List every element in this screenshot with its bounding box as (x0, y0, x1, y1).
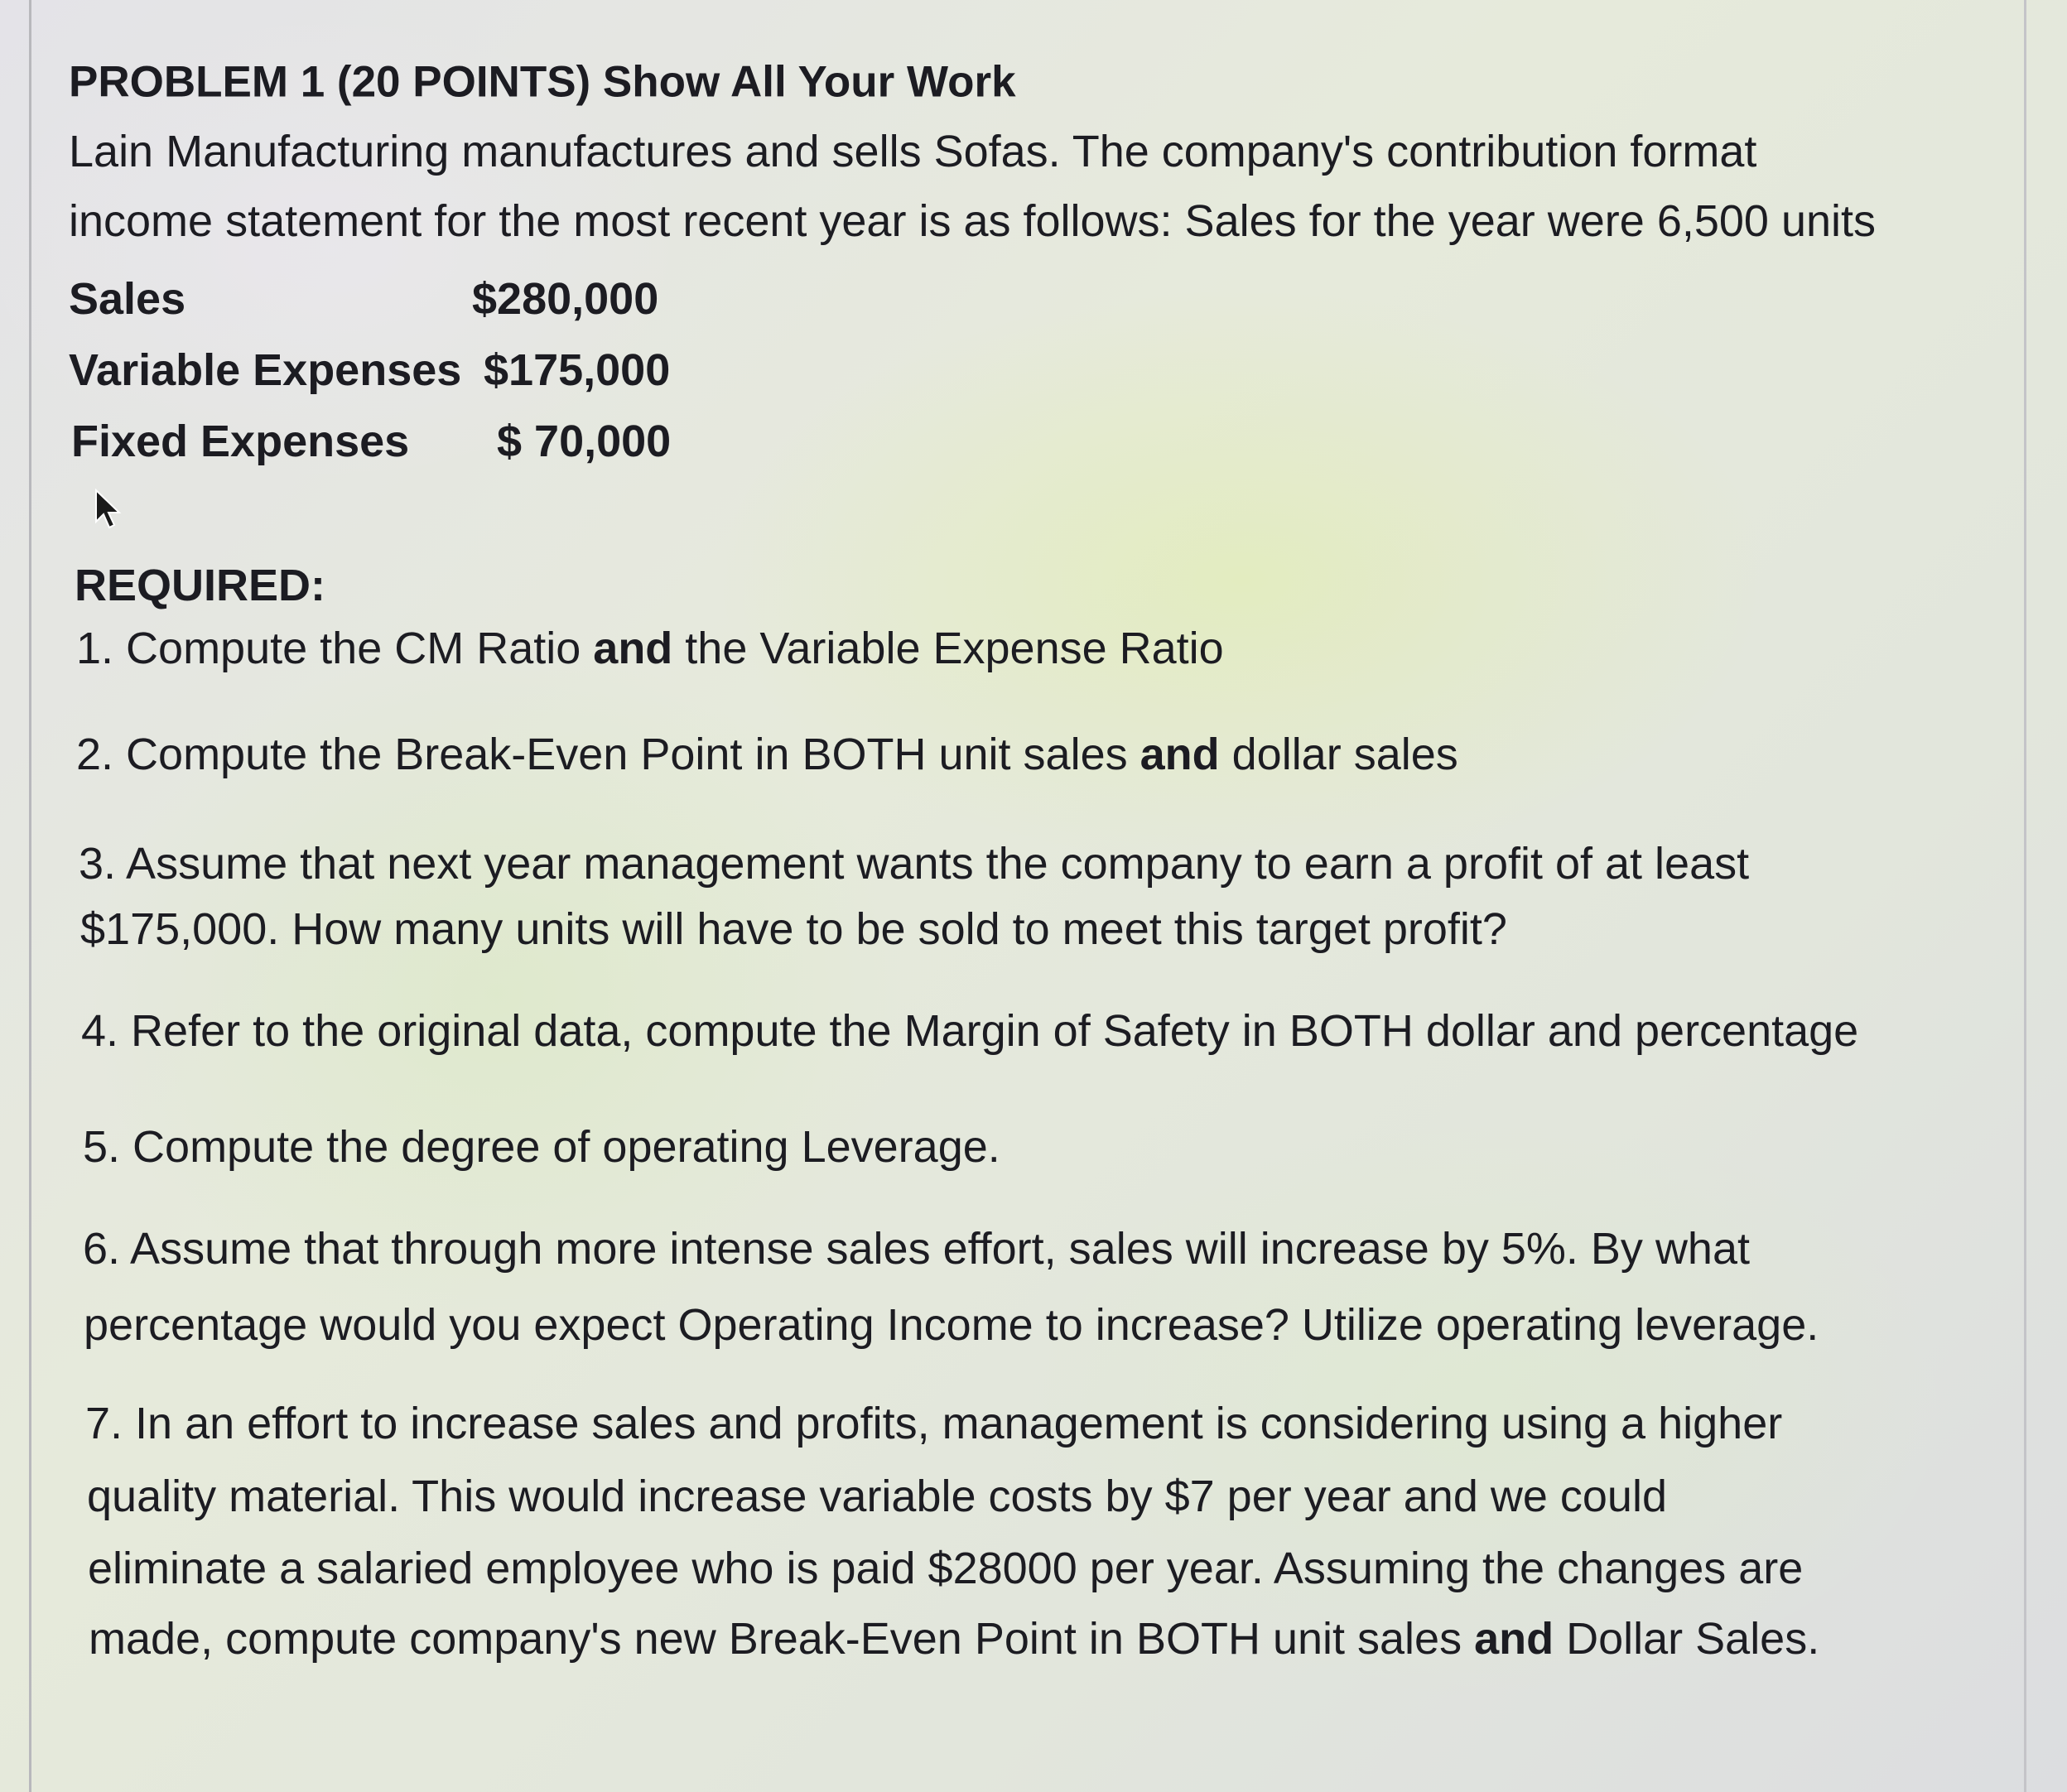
required-item-1-line (76, 626, 1224, 671)
item-text: dollar sales (1219, 730, 1458, 779)
screen-edge-left (29, 0, 31, 1792)
fixed-expenses-label: Fixed Expenses (71, 417, 410, 466)
variable-expenses-label: Variable Expenses (69, 345, 462, 395)
problem-title: PROBLEM 1 (20 POINTS) Show All Your Work (69, 57, 1016, 107)
variable-expenses-value: $175,000 (484, 345, 671, 395)
item-text: quality material. This would increase variable costs by $7 per year and we could (87, 1472, 1667, 1521)
required-item-5-line (83, 1122, 1000, 1172)
required-item-6-line (83, 1224, 1751, 1274)
required-item-6-line (84, 1300, 1819, 1350)
item-text: Dollar Sales. (1554, 1614, 1820, 1664)
sales-value: $280,000 (472, 274, 659, 324)
emphasis-text: and (1140, 730, 1220, 779)
emphasis-text: and (593, 624, 673, 673)
item-text: made, compute company's new Break-Even Point in BOTH unit sales (89, 1614, 1475, 1664)
item-text: 7. In an effort to increase sales and profits, management is considering using a higher (85, 1399, 1783, 1448)
item-text: 1. Compute the CM Ratio (76, 624, 594, 673)
intro-line: Lain Manufacturing manufactures and sells Sofas. The company's contribution format (69, 127, 1757, 176)
item-text: eliminate a salaried employee who is paid $28000 per year. Assuming the changes are (88, 1544, 1804, 1593)
intro-line: income statement for the most recent year is as follows: Sales for the year were 6,500 units (69, 196, 1877, 246)
item-text: 4. Refer to the original data, compute the Margin of Safety in BOTH dollar and percentage (81, 1006, 1859, 1056)
item-text: the Variable Expense Ratio (672, 624, 1224, 673)
required-item-7-line (88, 1546, 1803, 1591)
required-item-3-line (79, 839, 1750, 889)
sales-label: Sales (69, 274, 186, 324)
item-text: 5. Compute the degree of operating Leverage. (83, 1122, 1000, 1172)
item-text: 6. Assume that through more intense sales effort, sales will increase by 5%. By what (83, 1224, 1751, 1274)
item-text: percentage would you expect Operating Income to increase? Utilize operating leverage. (84, 1300, 1819, 1350)
item-text: $175,000. How many units will have to be sold to meet this target profit? (80, 904, 1507, 954)
fixed-expenses-value: $ 70,000 (497, 417, 672, 466)
required-item-7-line (85, 1401, 1782, 1446)
item-text: 2. Compute the Break-Even Point in BOTH unit sales (76, 730, 1140, 779)
required-heading: REQUIRED: (75, 561, 326, 610)
emphasis-text: and (1474, 1614, 1554, 1664)
required-item-2-line (76, 732, 1458, 777)
mouse-cursor-icon (93, 489, 126, 530)
required-item-7-line (89, 1614, 1820, 1664)
item-text: 3. Assume that next year management wants the company to earn a profit of at least (79, 839, 1750, 889)
screen-edge-right (2024, 0, 2026, 1792)
required-item-3-line (80, 904, 1507, 954)
required-item-7-line (87, 1474, 1667, 1519)
required-item-4-line (81, 1006, 1859, 1056)
